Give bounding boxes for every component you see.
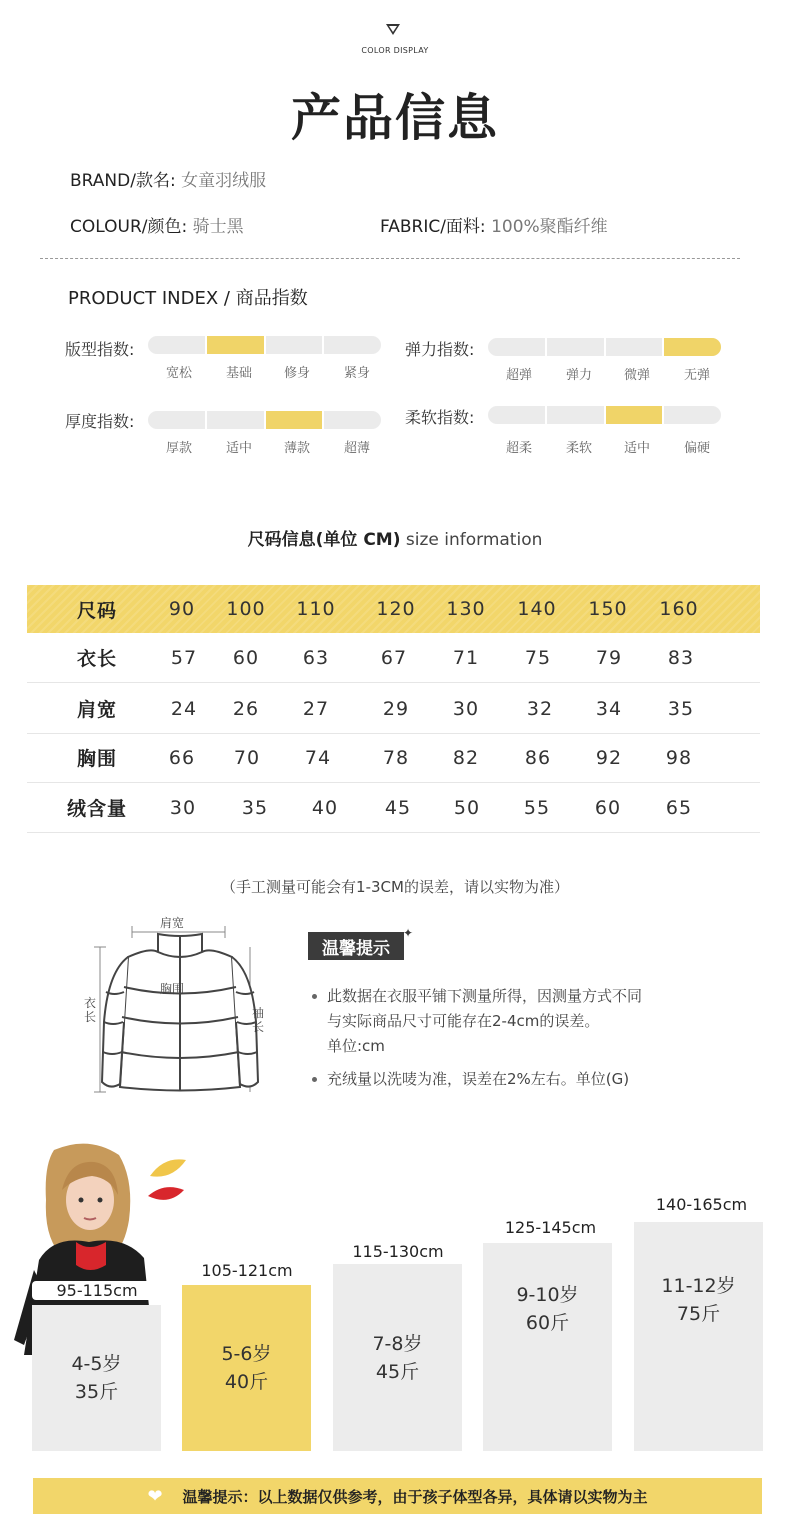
thickness-option-1: 适中 bbox=[225, 441, 252, 456]
chest-label: 胸围 bbox=[160, 982, 185, 996]
fabric-value: 100%聚酯纤维 bbox=[491, 217, 608, 237]
size-card-weight: 75斤 bbox=[676, 1303, 721, 1325]
table-cell: 70 bbox=[233, 746, 261, 769]
table-cell: 83 bbox=[667, 646, 695, 669]
size-table-header bbox=[27, 585, 760, 633]
size-info-title-en: size information bbox=[405, 530, 543, 550]
elasticity-seg-0 bbox=[488, 338, 547, 356]
jacket-outline-icon bbox=[80, 912, 280, 1102]
table-cell: 66 bbox=[168, 746, 196, 769]
softness-option-1: 柔软 bbox=[565, 441, 592, 456]
shoulder-label: 肩宽 bbox=[160, 916, 185, 930]
table-cell: 79 bbox=[595, 646, 623, 669]
footer-tip-text: 温馨提示：以上数据仅供参考，由于孩子体型各异，具体请以实物为主 bbox=[182, 1487, 648, 1506]
height-range-1: 105-121cm bbox=[201, 1261, 293, 1280]
spark-icon: ✦ bbox=[403, 926, 414, 940]
size-card-4 bbox=[634, 1222, 763, 1451]
table-cell: 50 bbox=[453, 796, 481, 819]
fabric-line bbox=[380, 212, 608, 237]
height-range-4: 140-165cm bbox=[655, 1195, 748, 1214]
table-cell: 82 bbox=[452, 746, 480, 769]
size-card-age: 7-8岁 bbox=[372, 1332, 423, 1355]
table-row bbox=[27, 733, 760, 783]
size-card-age: 9-10岁 bbox=[516, 1284, 579, 1306]
thickness-option-3: 超薄 bbox=[343, 441, 370, 456]
table-cell: 40 bbox=[311, 796, 339, 819]
table-cell: 75 bbox=[524, 646, 552, 669]
colour-line bbox=[70, 212, 244, 237]
size-col-7: 160 bbox=[659, 598, 699, 620]
elasticity-option-0: 超弹 bbox=[505, 368, 532, 383]
bullet-dot-icon bbox=[312, 994, 317, 999]
size-info-title-cn: 尺码信息(单位 CM) bbox=[247, 530, 401, 550]
table-cell: 60 bbox=[594, 796, 622, 819]
size-card-weight: 35斤 bbox=[74, 1381, 119, 1403]
size-info-title bbox=[0, 525, 790, 550]
size-card-age: 11-12岁 bbox=[661, 1275, 736, 1297]
softness-seg-1 bbox=[547, 406, 606, 424]
elasticity-index-track bbox=[488, 338, 721, 356]
size-col-1: 100 bbox=[226, 598, 266, 620]
bullet-dot-icon bbox=[312, 1077, 317, 1082]
table-cell: 24 bbox=[170, 697, 198, 720]
fit-index-label: 版型指数: bbox=[65, 340, 135, 359]
size-card-0 bbox=[32, 1305, 161, 1451]
table-cell: 27 bbox=[302, 697, 330, 720]
size-card-age: 4-5岁 bbox=[71, 1353, 122, 1375]
heart-icon: ❤ bbox=[147, 1485, 163, 1507]
elasticity-seg-1 bbox=[547, 338, 606, 356]
table-cell: 92 bbox=[595, 746, 623, 769]
softness-index-track bbox=[488, 406, 721, 424]
tips-badge: 温馨提示 bbox=[308, 932, 404, 960]
footer-tip-bar bbox=[33, 1478, 762, 1514]
fit-option-3: 紧身 bbox=[343, 366, 370, 381]
table-cell: 63 bbox=[302, 646, 330, 669]
table-cell: 35 bbox=[241, 796, 269, 819]
softness-option-2: 适中 bbox=[623, 441, 650, 456]
table-cell: 35 bbox=[667, 697, 695, 720]
table-cell: 60 bbox=[232, 646, 260, 669]
tip-bullet-1-line-3: 单位:cm bbox=[327, 1037, 385, 1055]
elasticity-index-label: 弹力指数: bbox=[405, 340, 475, 359]
softness-seg-3 bbox=[664, 406, 721, 424]
softness-option-3: 偏硬 bbox=[683, 441, 710, 456]
size-col-5: 140 bbox=[517, 598, 557, 620]
fit-index-track bbox=[148, 336, 381, 354]
thickness-index-track bbox=[148, 411, 381, 429]
fit-seg-0 bbox=[148, 336, 207, 354]
product-index-title: PRODUCT INDEX / 商品指数 bbox=[68, 288, 308, 309]
fit-option-2: 修身 bbox=[283, 366, 310, 381]
brand-line bbox=[70, 166, 266, 191]
softness-option-0: 超柔 bbox=[505, 441, 532, 456]
size-header-label: 尺码 bbox=[76, 599, 117, 622]
table-cell: 55 bbox=[523, 796, 551, 819]
table-cell: 57 bbox=[170, 646, 198, 669]
thickness-option-2: 薄款 bbox=[283, 441, 310, 456]
table-cell: 32 bbox=[526, 697, 554, 720]
size-card-3 bbox=[483, 1243, 612, 1451]
size-card-weight: 40斤 bbox=[224, 1371, 269, 1393]
softness-seg-0 bbox=[488, 406, 547, 424]
sleeve-label: 袖长 bbox=[252, 1006, 265, 1034]
row-label-shoulder: 肩宽 bbox=[76, 699, 117, 721]
tip-bullet-1-line-1: 此数据在衣服平铺下测量所得，因测量方式不同 bbox=[327, 987, 643, 1005]
fit-seg-1 bbox=[207, 336, 266, 354]
colour-value: 骑士黑 bbox=[192, 217, 244, 237]
tip-bullet-2 bbox=[312, 1067, 629, 1092]
thickness-seg-2 bbox=[266, 411, 325, 429]
row-label-chest: 胸围 bbox=[76, 748, 117, 770]
table-cell: 65 bbox=[665, 796, 693, 819]
table-cell: 34 bbox=[595, 697, 623, 720]
thickness-index-label: 厚度指数: bbox=[65, 412, 135, 431]
height-range-3: 125-145cm bbox=[504, 1218, 597, 1237]
fit-option-0: 宽松 bbox=[165, 366, 192, 381]
table-cell: 74 bbox=[304, 746, 332, 769]
tip-bullet-2-text: 充绒量以洗唛为准，误差在2%左右。单位(G) bbox=[327, 1070, 630, 1088]
height-range-0: 95-115cm bbox=[32, 1281, 162, 1300]
size-card-2 bbox=[333, 1264, 462, 1451]
elasticity-option-3: 无弹 bbox=[683, 368, 710, 383]
elasticity-option-1: 弹力 bbox=[565, 368, 592, 383]
table-cell: 86 bbox=[524, 746, 552, 769]
length-label: 衣长 bbox=[84, 996, 97, 1024]
size-card-age: 5-6岁 bbox=[221, 1343, 272, 1365]
table-cell: 30 bbox=[169, 796, 197, 819]
size-card-1 bbox=[182, 1285, 311, 1451]
size-col-2: 110 bbox=[296, 598, 336, 620]
height-range-2: 115-130cm bbox=[352, 1242, 444, 1261]
table-cell: 26 bbox=[232, 697, 260, 720]
table-cell: 30 bbox=[452, 697, 480, 720]
table-cell: 98 bbox=[665, 746, 693, 769]
elasticity-option-2: 微弹 bbox=[623, 368, 650, 383]
fabric-label: FABRIC/面料: bbox=[380, 217, 486, 237]
page-title: 产品信息 bbox=[291, 89, 499, 147]
fit-option-1: 基础 bbox=[225, 366, 252, 381]
thickness-option-0: 厚款 bbox=[165, 441, 192, 456]
softness-seg-2 bbox=[606, 406, 665, 424]
jacket-measurement-diagram bbox=[80, 912, 280, 1102]
brand-label: BRAND/款名: bbox=[70, 171, 176, 191]
table-cell: 45 bbox=[384, 796, 412, 819]
fit-seg-3 bbox=[324, 336, 381, 354]
size-col-4: 130 bbox=[446, 598, 486, 620]
thickness-seg-1 bbox=[207, 411, 266, 429]
brand-value: 女童羽绒服 bbox=[181, 171, 267, 191]
size-col-3: 120 bbox=[376, 598, 416, 620]
colour-label: COLOUR/颜色: bbox=[70, 217, 188, 237]
table-row bbox=[27, 684, 760, 734]
fit-seg-2 bbox=[266, 336, 325, 354]
table-cell: 78 bbox=[382, 746, 410, 769]
tip-bullet-1 bbox=[312, 984, 642, 1059]
down-triangle-icon bbox=[386, 24, 400, 35]
softness-index-label: 柔软指数: bbox=[405, 408, 475, 427]
thickness-seg-0 bbox=[148, 411, 207, 429]
table-cell: 29 bbox=[382, 697, 410, 720]
row-label-down-content: 绒含量 bbox=[66, 798, 127, 820]
dashed-divider bbox=[40, 258, 740, 259]
table-cell: 67 bbox=[380, 646, 408, 669]
row-label-length: 衣长 bbox=[76, 648, 117, 670]
color-display-label: COLOR DISPLAY bbox=[361, 46, 429, 55]
table-row bbox=[27, 633, 760, 683]
measurement-note: （手工测量可能会有1-3CM的误差，请以实物为准） bbox=[221, 878, 569, 896]
elasticity-seg-2 bbox=[606, 338, 665, 356]
table-cell: 71 bbox=[452, 646, 480, 669]
elasticity-seg-3 bbox=[664, 338, 721, 356]
size-card-weight: 60斤 bbox=[525, 1312, 570, 1334]
tip-bullet-1-line-2: 与实际商品尺寸可能存在2-4cm的误差。 bbox=[327, 1012, 600, 1030]
size-col-6: 150 bbox=[588, 598, 628, 620]
size-card-weight: 45斤 bbox=[375, 1360, 420, 1383]
table-row bbox=[27, 783, 760, 833]
size-col-0: 90 bbox=[168, 598, 196, 620]
thickness-seg-3 bbox=[324, 411, 381, 429]
